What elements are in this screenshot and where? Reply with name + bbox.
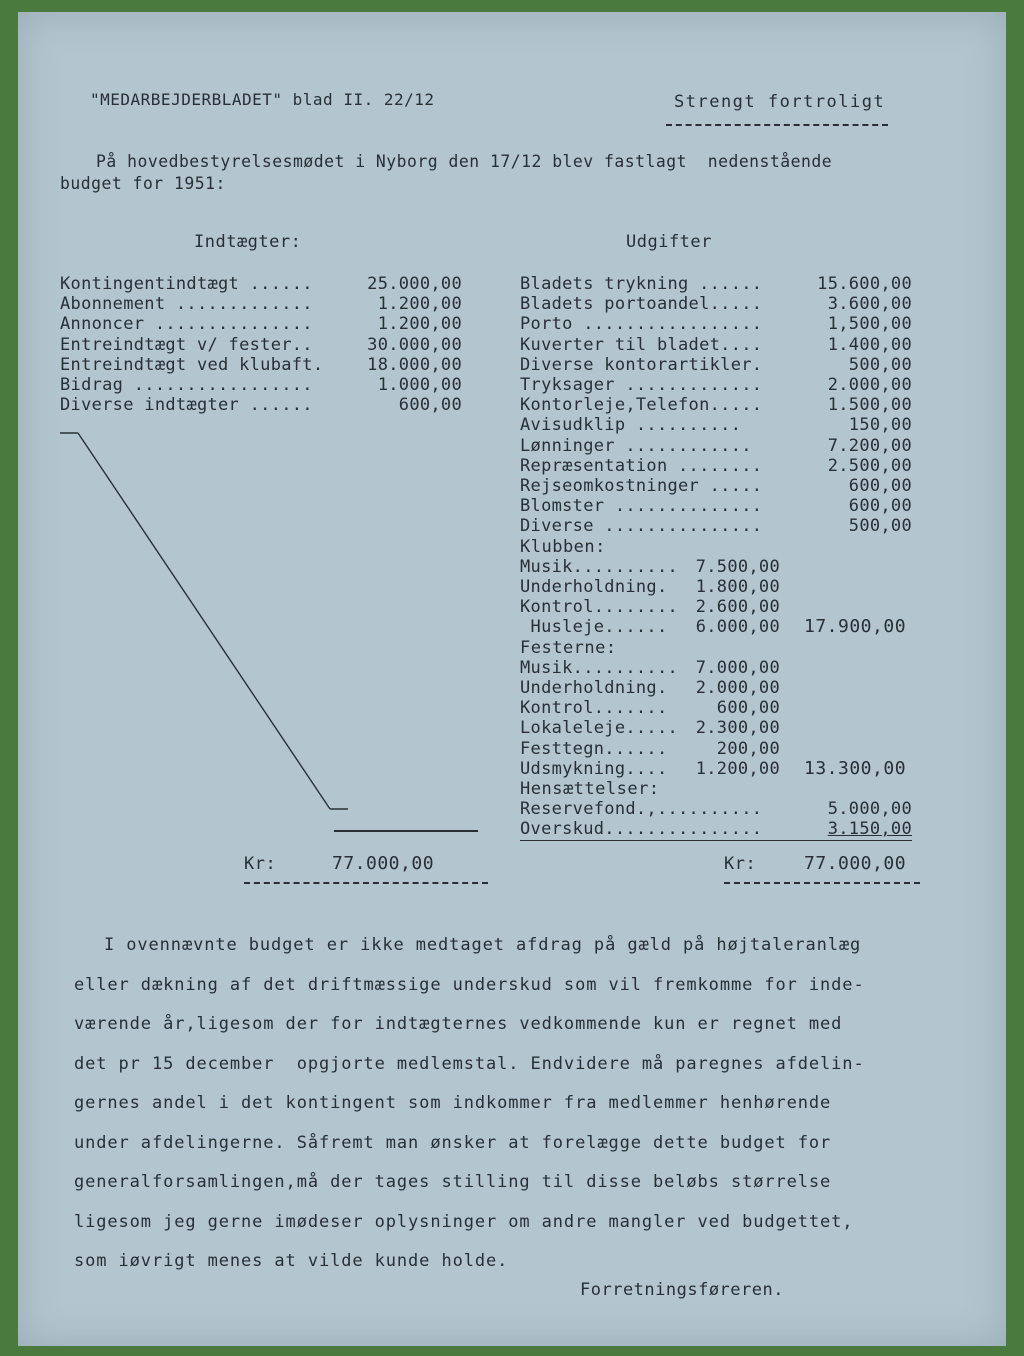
klubben-row-amount: 2.600,00 xyxy=(695,597,780,618)
expense-row xyxy=(520,314,912,334)
document-sheet xyxy=(18,12,1006,1346)
festerne-row xyxy=(520,698,780,718)
klubben-row xyxy=(520,617,780,637)
expense-row-label: Blomster .............. xyxy=(520,496,763,517)
expense-row-label: Bladets portoandel..... xyxy=(520,294,763,315)
body-line: under afdelingerne. Såfremt man ønsker at forelægge dette budget for xyxy=(74,1132,832,1153)
expense-row xyxy=(520,496,912,516)
intro-line-1: På hovedbestyrelsesmødet i Nyborg den 17/12 blev fastlagt nedenstående xyxy=(96,152,833,171)
festerne-subtotal: 13.300,00 xyxy=(804,757,907,779)
body-line: værende år,ligesom der for indtægternes vedkommende kun er regnet med xyxy=(74,1014,843,1034)
income-row-label: Entreindtægt v/ fester.. xyxy=(60,334,313,355)
expense-row xyxy=(520,395,912,415)
festerne-row-amount: 600,00 xyxy=(716,698,780,719)
income-total: 77.000,00 xyxy=(332,853,435,874)
festerne-row-amount: 7.000,00 xyxy=(695,657,780,678)
expense-row xyxy=(520,456,912,476)
hensaettelser-row-amount: 5.000,00 xyxy=(827,799,912,820)
festerne-row-label: Udsmykning.... xyxy=(520,758,668,779)
festerne-row xyxy=(520,759,780,779)
festerne-row-label: Festtegn...... xyxy=(520,738,668,759)
festerne-row xyxy=(520,739,780,759)
festerne-row xyxy=(520,718,780,738)
body-line: generalforsamlingen,må der tages stilling til disse beløbs størrelse xyxy=(74,1172,832,1192)
expense-row xyxy=(520,476,912,496)
festerne-row-label: Lokaleleje..... xyxy=(520,718,679,739)
hensaettelser-row xyxy=(520,819,912,839)
expense-row-label: Tryksager ............. xyxy=(520,375,763,395)
festerne-row-amount: 2.000,00 xyxy=(695,678,780,698)
festerne-row-amount: 200,00 xyxy=(716,738,780,759)
income-row-amount: 1.200,00 xyxy=(377,314,462,335)
expense-row-amount: 600,00 xyxy=(848,496,912,517)
body-line: det pr 15 december opgjorte medlemstal. Endvidere må paregnes afdelin- xyxy=(74,1053,865,1074)
expense-row xyxy=(520,436,912,456)
hensaettelser-heading: Hensættelser: xyxy=(520,779,660,799)
expense-sum-line xyxy=(520,840,912,841)
income-row xyxy=(60,274,462,294)
income-row-label: Abonnement ............. xyxy=(60,294,313,315)
income-row xyxy=(60,335,462,355)
expense-row-amount: 500,00 xyxy=(848,516,912,537)
klubben-row xyxy=(520,577,780,597)
expense-row-label: Rejseomkostninger ..... xyxy=(520,476,763,496)
expense-row-label: Bladets trykning ...... xyxy=(520,274,763,294)
expense-row xyxy=(520,415,912,435)
expense-row xyxy=(520,294,912,314)
hensaettelser-row-label: Reservefond.,.......... xyxy=(520,799,763,820)
income-sum-line xyxy=(334,830,478,832)
expense-row-amount: 600,00 xyxy=(848,476,912,496)
income-row-label: Bidrag ................. xyxy=(60,375,313,395)
expense-row-amount: 1.500,00 xyxy=(827,395,912,416)
festerne-row-label: Underholdning. xyxy=(520,678,668,698)
klubben-row-label: Musik.......... xyxy=(520,556,679,577)
income-row-amount: 1.000,00 xyxy=(377,375,462,395)
income-row-amount: 600,00 xyxy=(398,395,462,416)
hensaettelser-row-amount: 3.150,00 xyxy=(827,819,912,840)
klubben-row-label: Underholdning. xyxy=(520,577,668,597)
expense-heading: Udgifter xyxy=(626,232,712,252)
income-row xyxy=(60,375,462,395)
klubben-row-amount: 6.000,00 xyxy=(695,617,780,638)
klubben-row xyxy=(520,597,780,617)
expense-total-underline xyxy=(724,882,920,884)
income-row xyxy=(60,314,462,334)
festerne-row-label: Kontrol....... xyxy=(520,698,668,719)
hensaettelser-row xyxy=(520,799,912,819)
body-line: som iøvrigt menes at vilde kunde holde. xyxy=(74,1251,509,1271)
expense-row-amount: 2.000,00 xyxy=(827,375,912,395)
income-total-underline xyxy=(244,882,488,884)
expense-row-amount: 1,500,00 xyxy=(827,314,912,335)
festerne-row-amount: 2.300,00 xyxy=(695,718,780,739)
income-row-label: Entreindtægt ved klubaft. xyxy=(60,354,324,375)
body-line: I ovennævnte budget er ikke medtaget afdrag på gæld på højtaleranlæg xyxy=(104,935,862,955)
body-line: eller dækning af det driftmæssige underskud som vil fremkomme for inde- xyxy=(74,974,865,995)
expense-row-amount: 500,00 xyxy=(848,354,912,375)
festerne-row xyxy=(520,678,780,698)
expense-row-label: Repræsentation ........ xyxy=(520,455,763,476)
klubben-subtotal: 17.900,00 xyxy=(804,616,907,638)
klubben-row-label: Kontrol........ xyxy=(520,597,679,618)
income-row-amount: 30.000,00 xyxy=(367,334,462,355)
income-row-amount: 25.000,00 xyxy=(367,274,462,294)
income-heading: Indtægter: xyxy=(194,232,302,252)
expense-row xyxy=(520,516,912,536)
festerne-row-label: Musik.......... xyxy=(520,657,679,678)
expense-row xyxy=(520,335,912,355)
income-row-amount: 18.000,00 xyxy=(367,354,462,375)
expense-row-label: Diverse kontorartikler. xyxy=(520,354,763,375)
header-title: "MEDARBEJDERBLADET" blad II. 22/12 xyxy=(90,90,435,109)
expense-row-amount: 2.500,00 xyxy=(827,455,912,476)
confidential-underline xyxy=(666,124,888,126)
expense-row-label: Kuverter til bladet.... xyxy=(520,334,763,355)
klubben-row-amount: 1.800,00 xyxy=(695,577,780,597)
festerne-row-amount: 1.200,00 xyxy=(695,758,780,779)
hensaettelser-row-label: Overskud............... xyxy=(520,819,763,840)
expense-row-amount: 150,00 xyxy=(848,415,912,436)
income-total-label: Kr: xyxy=(244,854,277,874)
filler-diagonal-line xyxy=(56,427,356,837)
body-line: gernes andel i det kontingent som indkommer fra medlemmer henhørende xyxy=(74,1093,832,1113)
income-row xyxy=(60,355,462,375)
expense-total: 77.000,00 xyxy=(804,853,907,874)
expense-row-amount: 7.200,00 xyxy=(827,435,912,456)
income-row xyxy=(60,294,462,314)
expense-row-amount: 3.600,00 xyxy=(827,294,912,315)
income-row-label: Annoncer ............... xyxy=(60,314,313,335)
expense-row xyxy=(520,355,912,375)
expense-row-label: Kontorleje,Telefon..... xyxy=(520,395,763,416)
expense-row-label: Diverse ............... xyxy=(520,516,763,537)
festerne-row xyxy=(520,658,780,678)
income-row xyxy=(60,395,462,415)
expense-row xyxy=(520,274,912,294)
klubben-row-amount: 7.500,00 xyxy=(695,556,780,577)
expense-row xyxy=(520,375,912,395)
income-row-label: Kontingentindtægt ...... xyxy=(60,274,313,294)
confidential-label: Strengt fortroligt xyxy=(674,92,886,112)
expense-row-amount: 1.400,00 xyxy=(827,334,912,355)
body-line: ligesom jeg gerne imødeser oplysninger om andre mangler ved budgettet, xyxy=(74,1211,854,1232)
klubben-heading: Klubben: xyxy=(520,536,606,557)
expense-row-label: Lønninger ............ xyxy=(520,435,752,456)
klubben-row-label: Husleje...... xyxy=(520,617,668,638)
expense-total-label: Kr: xyxy=(724,854,757,874)
body-paragraph xyxy=(74,926,934,1282)
festerne-heading: Festerne: xyxy=(520,637,617,658)
expense-row-label: Porto ................. xyxy=(520,314,763,335)
income-row-label: Diverse indtægter ...... xyxy=(60,395,313,416)
expense-row-amount: 15.600,00 xyxy=(817,274,912,294)
signature: Forretningsføreren. xyxy=(580,1280,784,1300)
klubben-row xyxy=(520,557,780,577)
expense-row-label: Avisudklip .......... xyxy=(520,415,742,436)
intro-line-2: budget for 1951: xyxy=(60,174,226,193)
income-row-amount: 1.200,00 xyxy=(377,294,462,315)
